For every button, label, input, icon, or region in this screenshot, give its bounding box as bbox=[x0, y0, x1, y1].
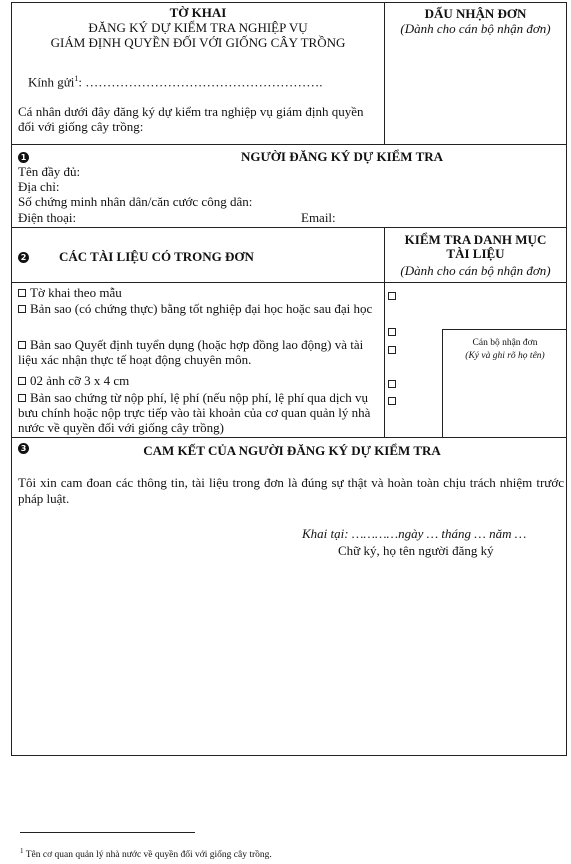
check-title-2: TÀI LIỆU bbox=[446, 246, 505, 261]
section2-badge: 2 bbox=[18, 252, 29, 263]
check-note: (Dành cho cán bộ nhận đơn) bbox=[400, 263, 551, 278]
email-label: Email: bbox=[301, 210, 336, 225]
document-label: Bản sao Quyết định tuyển dụng (hoặc hợp đồng lao động) và tài liệu xác nhận thực tế hoạt động chuyên môn. bbox=[18, 337, 364, 367]
form-subtitle-1: ĐĂNG KÝ DỰ KIỂM TRA NGHIỆP VỤ bbox=[88, 20, 308, 35]
footnote-divider bbox=[20, 832, 195, 833]
officer-note: (Ký và ghi rõ họ tên) bbox=[465, 351, 545, 361]
footnote bbox=[20, 846, 272, 861]
admin-checkbox-3[interactable] bbox=[388, 341, 400, 359]
document-label: Bản sao (có chứng thực) bằng tốt nghiệp đại học hoặc sau đại học bbox=[30, 301, 373, 316]
document-item-4 bbox=[18, 373, 380, 388]
section1-title: NGƯỜI ĐĂNG KÝ DỰ KIỂM TRA bbox=[240, 149, 444, 164]
document-item-2 bbox=[18, 301, 382, 316]
document-checkbox[interactable] bbox=[18, 394, 26, 402]
address-label: Địa chỉ: bbox=[18, 179, 60, 194]
signature-label: Chữ ký, họ tên người đăng ký bbox=[338, 543, 494, 558]
stamp-title: DẤU NHẬN ĐƠN bbox=[424, 6, 527, 21]
commitment-text: Tôi xin cam đoan các thông tin, tài liệu trong đơn là đúng sự thật và hoàn toàn chịu trách nhiệm trước pháp luật. bbox=[18, 475, 564, 506]
form-title: TỜ KHAI bbox=[169, 5, 227, 20]
officer-title: Cán bộ nhận đơn bbox=[472, 338, 538, 348]
recipient-line bbox=[28, 71, 383, 89]
phone-label: Điện thoại: bbox=[18, 210, 77, 225]
recipient-footnote-ref: 1 bbox=[74, 74, 79, 83]
form-subtitle-2: GIÁM ĐỊNH QUYỀN ĐỐI VỚI GIỐNG CÂY TRỒNG bbox=[50, 35, 346, 50]
id-number-label: Số chứng minh nhân dân/căn cước công dân: bbox=[18, 194, 253, 209]
section3-badge: 3 bbox=[18, 443, 29, 454]
intro-text: Cá nhân dưới đây đăng ký dự kiểm tra nghiệp vụ giám định quyền đối với giống cây trồng: bbox=[18, 104, 364, 134]
stamp-note: (Dành cho cán bộ nhận đơn) bbox=[400, 21, 551, 36]
registration-form bbox=[11, 2, 567, 756]
document-label: Bản sao chứng từ nộp phí, lệ phí (nếu nộp phí, lệ phí qua dịch vụ bưu chính hoặc nộp trực tiếp vào tài khoản của cơ quan quản lý nhà nước về quyền đối với giống cây trồng) bbox=[18, 390, 371, 435]
section2-number bbox=[18, 249, 29, 264]
check-title-1: KIỂM TRA DANH MỤC bbox=[404, 232, 547, 247]
admin-checkbox-1[interactable] bbox=[388, 287, 400, 305]
document-item-1 bbox=[18, 285, 380, 300]
full-name-label: Tên đầy đủ: bbox=[18, 164, 81, 179]
recipient-label: Kính gửi bbox=[28, 74, 75, 90]
document-label: 02 ảnh cỡ 3 x 4 cm bbox=[30, 373, 130, 388]
admin-checkbox-5[interactable] bbox=[388, 392, 400, 410]
document-checkbox[interactable] bbox=[18, 289, 26, 297]
document-label: Tờ khai theo mẫu bbox=[30, 285, 122, 300]
place-date-line[interactable]: Khai tại: …………ngày … tháng … năm … bbox=[302, 526, 527, 541]
admin-checkbox-4[interactable] bbox=[388, 375, 400, 393]
section3-number bbox=[18, 440, 29, 455]
footnote-number: 1 bbox=[20, 847, 24, 855]
document-item-5 bbox=[18, 390, 382, 435]
document-checkbox[interactable] bbox=[18, 305, 26, 313]
document-item-3 bbox=[18, 337, 382, 367]
section3-title: CAM KẾT CỦA NGƯỜI ĐĂNG KÝ DỰ KIỂM TRA bbox=[143, 443, 441, 458]
footnote-text: Tên cơ quan quản lý nhà nước về quyền đối với giống cây trồng. bbox=[25, 850, 272, 861]
section1-badge: 1 bbox=[18, 152, 29, 163]
admin-checkbox-2[interactable] bbox=[388, 323, 400, 341]
document-checkbox[interactable] bbox=[18, 377, 26, 385]
section2-title: CÁC TÀI LIỆU CÓ TRONG ĐƠN bbox=[59, 249, 254, 264]
section1-number bbox=[18, 149, 29, 164]
officer-signature-box[interactable] bbox=[442, 329, 567, 437]
document-checkbox[interactable] bbox=[18, 341, 26, 349]
recipient-dots: : ………………………………………………. bbox=[78, 74, 323, 90]
